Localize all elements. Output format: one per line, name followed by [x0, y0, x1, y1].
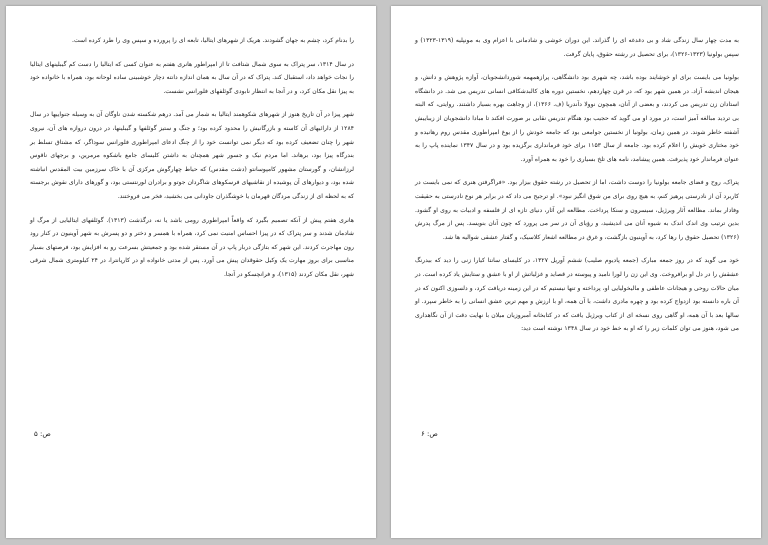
paragraph: هانری هفتم پیش از آنکه تصمیم بگیرد که واقعاً امپراطوری رومی باشد یا نه، درگذشت (۱۳۱۳). گوئلفهای ایتالیایی از مرگ او شادمان شدند و سر پتراک که در پیزا احساس امنیت نمی کرد، همراه با همسر و دختر و دو پسرش به شهر آوینیون در کنار رود رون مهاجرت کردند. این شهر که بتازگی دربار پاپ در آن مستقر شده بود و جمعیتش بسرعت رو به افزایش بود، فرصتهای بسیار مناسبی برای بروز مهارت یک وکیل حقوقدان پیش می آورد. پس از مدتی خانواده او در کارپانترا، در ۲۴ کیلومتری شمال شرقی شهر، نقل مکان کردند (۱۳۱۵)، و فرانچسکو در آنجا.	[30, 216, 354, 278]
paragraph: در سال ۱۳۱۴، سر پتراک به سوی شمال شتافت تا از امپراطور هانری هفتم به عنوان کسی که ایتالیا را دست کم گیبلینهای ایتالیا را نجات خواهد داد، استقبال کند. پتراک که در آن سال به همان اندازه دانته دچار خوشبینی ساده لوحانه بود، همراه با خانواده خود به پیزا نقل مکان کرد، و در آنجا به انتظار نابودی گوئلفهای فلورانس نشست.	[30, 60, 354, 95]
paragraph: بولونیا می بایست برای او خوشایند بوده باشد، چه شهری بود دانشگاهی، پرازهمهمه شوردانشجویان، آوازه پژوهش و دانش، و هیجان اندیشه آزاد. در همین شهر بود که، در قرن چهاردهم، نخستین دوره های کالبدشکافی انسانی تدریس می شد. در دانشگاه استادان زن تدریس می کردند، و بعضی از آنان، همچون نوولا دآندریا (ف. ۱۳۶۶)، از وجاهت بهره بسیار داشتند. روایتی، که البته بی تردید مبالغه آمیز است، در مورد او می گوید که حجیب بود هنگام تدریس نقابی بر صورت افکند تا مبادا دانشجویان از زیباییش آشفته خاطر شوند. در همین زمان، بولونیا از نخستین جوامعی بود که جامعه خودش را از یوغ امپراطوری مقدس روم رهانیده و خود مختاری خویش را اعلام کرده بود. جامعه از سال ۱۱۵۳ برای خود فرمانداری برگزیده بود و در سال ۱۳۴۷ نماینده پاپ را به عنوان فرماندار خود پذیرفت. همین پیشامد، نامه های تلخ بسیاری را خود به همراه آورد.	[415, 74, 739, 163]
page-right	[391, 6, 761, 538]
paragraph: را بدنام کرد، چشم به جهان گشودند. هریک از شهرهای ایتالیا، تابعه ای را پرورده و سپس وی را طرد کرده است.	[72, 37, 354, 44]
paragraph: به مدت چهار سال زندگی شاد و بی دغدغه ای را گذراند. این دوران خوشی و شادمانی با اعزام وی به مونپلیه (۱۳۱۹-۱۳۲۳) و سپس بولونیا (۱۳۲۳-۱۳۲۶)، برای تحصیل در رشته حقوق، پایان گرفت.	[415, 37, 739, 58]
page-number: ص: ۶	[421, 430, 438, 438]
paragraph: خود می گوید که در روز جمعه مبارک (جمعه پادیوم صلیب) ششم آوریل ۱۳۲۷، در کلیسای سانتا کیارا زنی را دید که بیدرنگ عشقش را در دل او برافروخت. وی این زن را لورا نامید و پیوسته در قصاید و غزلیاتش از او با عشق و ستایش یاد کرده است. در میان حالات روحی و هیجانات عاطفی و مالیخولیایی او، پرداخته و تنها نیستیم که در این زمینه دریافت کرد، و دلسوزی اکنون که در آن باره دانسته بود ازدواج کرده بود و چهره مادری داشت، با آن همه، او با ارزش و مهم ترین عشق انسانی را به خاطر سپرد. او سالها بعد با آن همه، او گاهی روی نسخه ای از کتاب ویرژیل یافت که در کتابخانه آمبروزیان میلان با نهایت دقت از آن نگاهداری می شود، هنوز می توان کلمات زیر را که او به خط خود در سال ۱۳۴۸ نوشته است دید:	[415, 257, 739, 333]
page-number: ص: ۵	[34, 430, 51, 438]
page-left	[6, 6, 376, 538]
paragraph: پتراک، روح و فضای جامعه بولونیا را دوست داشت، اما از تحصیل در رشته حقوق بیزار بود. «فراگرفتن هنری که نمی بایست در کاربرد آن از نادرستی پرهیز کنم، به هیچ روی برای من شوق انگیز نبود». او ترجیح می داد که در برابر هر نوع نادرستی به حقیقت وفادار بماند. مطالعه آثار ویرژیل، سیسرون و سنکا پرداخت. مطالعه این آثار، دنیای تازه ای از فلسفه و ادبیات به روی او گشود. بدین ترتیب وی اندک اندک به شیوه آنان می اندیشید، و رؤیای آن در سر می پرورد که چون آنان بنویسد. پس از مرگ پدرش (۱۳۲۶) تحصیل حقوق را رها کرد، به آوینیون بازگشت، و غرق در مطالعه اشعار کلاسیک، و گفتار عشقی شوالیه ها شد.	[415, 179, 739, 241]
paragraph: شهر پیزا در آن تاریخ هنوز از شهرهای شکوهمند ایتالیا به شمار می آمد. درهم شکسته شدن ناوگان آن به وسیله جنواییها در سال ۱۲۸۴ از دارائیهای آن کاسته و بازرگانیش را محدود کرده بود؛ و جنگ و ستیز گوئلفها و گیبلینها، در درون دروازه های آن، نیروی شهر را چنان تضعیف کرده بود که دیگر نمی توانست خود را از چنگ ادعای امپراطوری فلورانس سوداگر، که مشتاق تسلط بر بندرگاه پیزا بود، برهاند. اما مردم نیک و جسور شهر همچنان به داشتن کلیسای جامع باشکوه مرمرین، و برجهای ناقوس لرزانشان، و گورستان مشهور کامپوسانتو (دشت مقدس) که حیاط چهارگوش مرکزی آن با خاک سرزمین بیت المقدس انباشته شده بود، و دیوارهای آن پوشیده از نقاشیهای فرسکوهای شاگردان جوتو و برادران لورنتستی بود، و گورهای دارای نقوش برجسته که به لحظه ای از زندگی مردگان قهرمان یا خوشگذران جاودانی می بخشید، فخر می فروختند.	[30, 111, 354, 200]
